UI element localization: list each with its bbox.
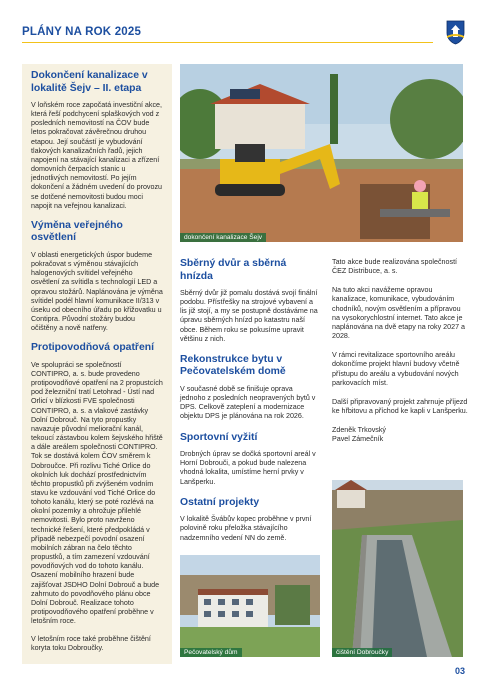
photo-caption-stream: čištění Dobroučky [332, 648, 392, 657]
heading-ostatni: Ostatní projekty [180, 496, 260, 508]
header-divider [22, 42, 433, 43]
heading-sportovni: Sportovní vyžití [180, 431, 258, 443]
heading-rekonstrukce: Rekonstrukce bytu v Pečovatelském domě [180, 353, 286, 378]
signature-name-2: Pavel Zámečník [332, 435, 384, 444]
paragraph-osvetleni: V oblasti energetických úspor budeme pokračovat s výměnou stávajících halogenových svítidel veřejného osvětlení za svítidla s technologií LED a opravou stožárů. Naplánována je výměna svítidel podél hlavní komunikace II/313 v úseku od obecního úřadu po křižovatku u Contipra. Původní stožáry budou očištěny a nově natřeny. [31, 250, 163, 333]
paragraph-kanalizace: V loňském roce započatá investiční akce, která řeší podchycení splaškových vod z posledních nemovitostí na ČOV bude letos pokračovat závěrečnou druhou etapou. Její součástí je vybudování tlakových kanalizačních řadů, jejich napojení na stávající kanalizaci a zřízení domovních čerpacích stanic u jednotlivých nemovitostí. Po jejím dokončení a žádném uvedení do provozu se dotčené nemovitosti budou moci napojit na veřejnou kanalizaci. [31, 101, 163, 210]
photo-dobroucka-stream [332, 480, 463, 657]
signature [332, 426, 470, 444]
right-column [332, 258, 470, 455]
heading-kanalizace: Dokončení kanalizace v lokalitě Šejv – II. etapa [31, 70, 148, 94]
paragraph-prijezd: Další připravovaný projekt zahrnuje příjezd ke hřbitovu a příchod ke kapli v Lanšperku. [332, 397, 468, 416]
paragraph-protipovodnova: Ve spolupráci se společností CONTIPRO, a. s. bude provedeno protipovodňové opatření na 2 propustcích pod železniční tratí Letohrad - Ústí nad Orlicí v blízkosti FVE společnosti CONTIPRO, a. s. a vlakové zastávky Dolní Dobrouč. Na tyto propustky navazuje původní meliorační kanál, tekoucí zástavbou kolem šejvského hřiště a dále areálem společnosti CONTIPRO. Tok se dostává kolem ČOV směrem k Dobroučce. Při rozlivu Tiché Orlice do okolních luk dochází prostřednictvím těchto propustků při zvýšeném vodním stavu ke vzdouvání vod Tiché Orlice do tohoto kanálu, který se poté rozlévá na okolní pozemky a ohrožuje přilehlé nemovitosti. Bylo proto navrženo technické řešení, které předpokládá v případě nebezpečí povodní osazení mobilních zábran na čelo těchto propustků, a tím zamezení vzdouvání povodňových vod do tohoto kanálu. Osazení mobilního hrazení bude zajišťovat JSDHO Dolní Dobrouč a bude zahrnuto do povodňového plánu obce Dolní Dobrouč. Realizace tohoto protipovodňového opatření proběhne v letošním roce. [31, 360, 163, 626]
photo-excavator [180, 64, 463, 242]
left-sidebar-column [22, 64, 172, 664]
signature-name-1: Zdeněk Trkovský [332, 426, 386, 435]
photo-pecovatelsky-dum [180, 555, 320, 657]
heading-protipovodnova: Protipovodňová opatření [31, 342, 154, 354]
photo-caption-excavator: dokončení kanalizace Šejv [180, 233, 266, 242]
photo-caption-dps: Pečovatelský dům [180, 648, 242, 657]
heading-sberny-dvur: Sběrný dvůr a sběrná hnízda [180, 258, 287, 282]
paragraph-revitalizace: V rámci revitalizace sportovního areálu dokončíme projekt hlavní budovy včetně přístupu do areálu a vybudování nových parkovacích míst. [332, 351, 460, 387]
paragraph-sberny-dvur: Sběrný dvůr již pomalu dostává svojí finální podobu. Přístřešky na strojové vybavení a lis již stojí, a my se postupně dostáváme na úpravu sběrných hnízd po katastru naší obce. Během roku se pokusíme upravit většinu z nich. [180, 289, 318, 343]
header-title: PLÁNY NA ROK 2025 [22, 26, 142, 38]
paragraph-ostatni: V lokalitě Švábův kopec proběhne v první polovině roku přeložka stávajícího nadzemního vedení NN do země. [180, 515, 312, 542]
heading-osvetleni: Výměna veřejného osvětlení [31, 219, 123, 244]
paragraph-navazeme: Na tuto akci navážeme opravou kanalizace, komunikace, vybudováním chodníků, novým osvětlením a přípravou na vysokorychlostní internet. Tato akce je naplánována na dvě etapy na roky 2027 a 2028. [332, 286, 465, 341]
paragraph-sportovni: Drobných úprav se dočká sportovní areál v Horní Dobrouči, a pokud bude nalezena vhodná lokalita, umístíme herní prvky v Lanšperku. [180, 450, 316, 486]
municipal-crest-icon [446, 20, 465, 45]
paragraph-cez: Tato akce bude realizována společností ČEZ Distribuce, a. s. [332, 258, 458, 276]
paragraph-rekonstrukce: V současné době se finišuje oprava jednoho z posledních neopravených bytů v DPS. Celkově zateplení a modernizace objektu DPS je plánována na rok 2026. [180, 384, 316, 421]
middle-column [180, 258, 320, 553]
page-number: 03 [454, 666, 465, 676]
paragraph-cisteni: V letošním roce také proběhne čištění koryta toku Dobroučky. [31, 635, 151, 653]
